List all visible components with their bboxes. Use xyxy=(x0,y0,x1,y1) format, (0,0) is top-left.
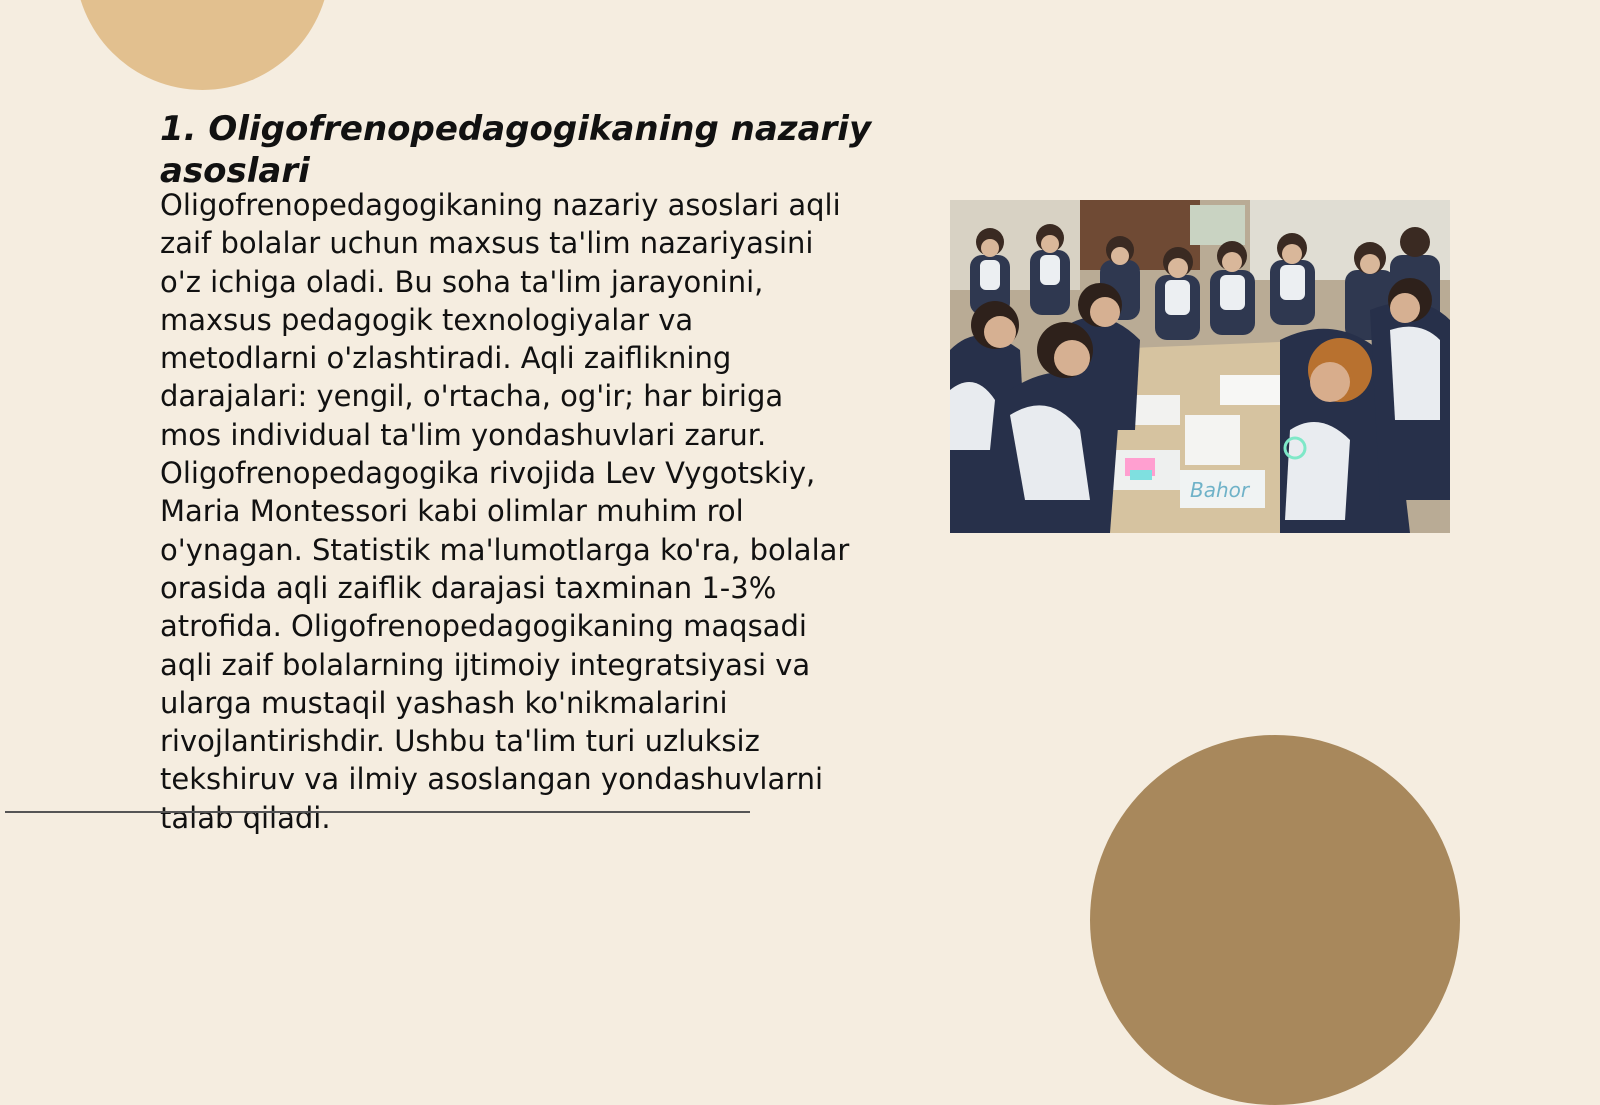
slide-body-text: Oligofrenopedagogikaning nazariy asoslari aqli zaif bolalar uchun maxsus ta'lim nazariyasini o'z ichiga oladi. Bu soha ta'lim jarayonini, maxsus pedagogik texnologiyalar va metodlarni o'zlashtiradi. Aqli zaiflikning darajalari: yengil, o'rtacha, og'ir; har biriga mos individual ta'lim yondashuvlari zarur. Oligofrenopedagogika rivojida Lev Vygotskiy, Maria Montessori kabi olimlar muhim rol o'ynagan. Statistik ma'lumotlarga ko'ra, bolalar orasida aqli zaiflik darajasi taxminan 1-3% atrofida. Oligofrenopedagogikaning maqsadi aqli zaif bolalarning ijtimoiy integratsiyasi va ularga mustaqil yashash ko'nikmalarini rivojlantirishdir. Ushbu ta'lim turi uzluksiz tekshiruv va ilmiy asoslangan yondashuvlarni talab qiladi. xyxy=(160,188,850,835)
divider-line xyxy=(5,811,750,813)
photo-sign-text: Bahor xyxy=(1190,478,1250,502)
decorative-circle-bottom xyxy=(1090,735,1460,1105)
slide-title: 1. Oligofrenopedagogikaning nazariy asoslari xyxy=(160,109,872,191)
decorative-circle-top xyxy=(75,0,330,90)
classroom-photo xyxy=(950,200,1450,533)
